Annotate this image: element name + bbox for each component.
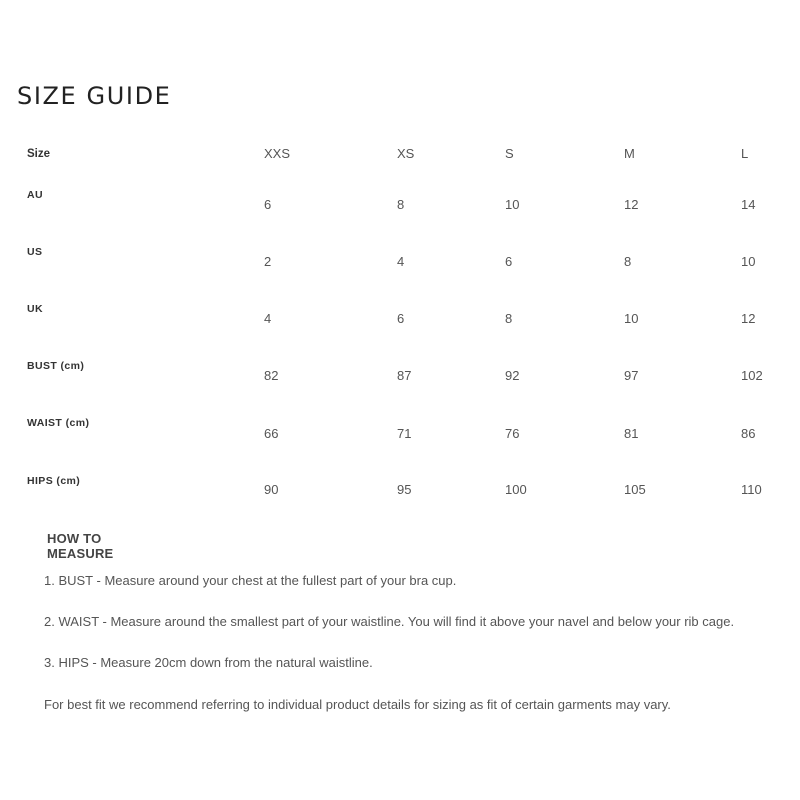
- fit-note: For best fit we recommend referring to individual product details for sizing as fit of certain garments may vary.: [44, 697, 671, 712]
- table-cell: 8: [397, 197, 405, 212]
- table-cell: 10: [624, 311, 639, 326]
- measure-step-hips: 3. HIPS - Measure 20cm down from the natural waistline.: [44, 655, 373, 670]
- table-cell: 97: [624, 368, 639, 383]
- row-label: AU: [27, 189, 43, 201]
- row-label: US: [27, 246, 43, 258]
- size-column-xs: XS: [397, 146, 415, 161]
- table-cell: 66: [264, 426, 279, 441]
- table-cell: 95: [397, 482, 412, 497]
- how-to-measure-heading: HOW TO MEASURE: [47, 531, 114, 561]
- page-title: SIZE GUIDE: [17, 82, 172, 110]
- table-cell: 12: [741, 311, 756, 326]
- size-column-l: L: [741, 146, 749, 161]
- table-cell: 8: [624, 254, 632, 269]
- table-cell: 86: [741, 426, 756, 441]
- row-label: WAIST (cm): [27, 417, 90, 429]
- table-cell: 81: [624, 426, 639, 441]
- table-cell: 6: [264, 197, 272, 212]
- row-label: HIPS (cm): [27, 475, 81, 487]
- table-cell: 12: [624, 197, 639, 212]
- row-label: UK: [27, 303, 43, 315]
- table-cell: 6: [505, 254, 513, 269]
- table-cell: 14: [741, 197, 756, 212]
- size-column-m: M: [624, 146, 635, 161]
- table-cell: 102: [741, 368, 763, 383]
- table-cell: 90: [264, 482, 279, 497]
- table-cell: 87: [397, 368, 412, 383]
- size-column-header: Size: [27, 148, 51, 160]
- table-cell: 92: [505, 368, 520, 383]
- table-cell: 71: [397, 426, 412, 441]
- measure-step-bust: 1. BUST - Measure around your chest at the fullest part of your bra cup.: [44, 573, 457, 588]
- table-cell: 4: [264, 311, 272, 326]
- table-cell: 110: [741, 482, 762, 497]
- table-cell: 105: [624, 482, 646, 497]
- table-cell: 100: [505, 482, 527, 497]
- table-cell: 6: [397, 311, 405, 326]
- table-cell: 76: [505, 426, 520, 441]
- size-column-s: S: [505, 146, 514, 161]
- table-cell: 10: [505, 197, 520, 212]
- table-cell: 82: [264, 368, 279, 383]
- table-cell: 10: [741, 254, 756, 269]
- table-cell: 2: [264, 254, 272, 269]
- row-label: BUST (cm): [27, 360, 85, 372]
- table-cell: 8: [505, 311, 513, 326]
- size-column-xxs: XXS: [264, 146, 291, 161]
- table-cell: 4: [397, 254, 405, 269]
- measure-step-waist: 2. WAIST - Measure around the smallest part of your waistline. You will find it above your navel and below your rib cage.: [44, 614, 735, 629]
